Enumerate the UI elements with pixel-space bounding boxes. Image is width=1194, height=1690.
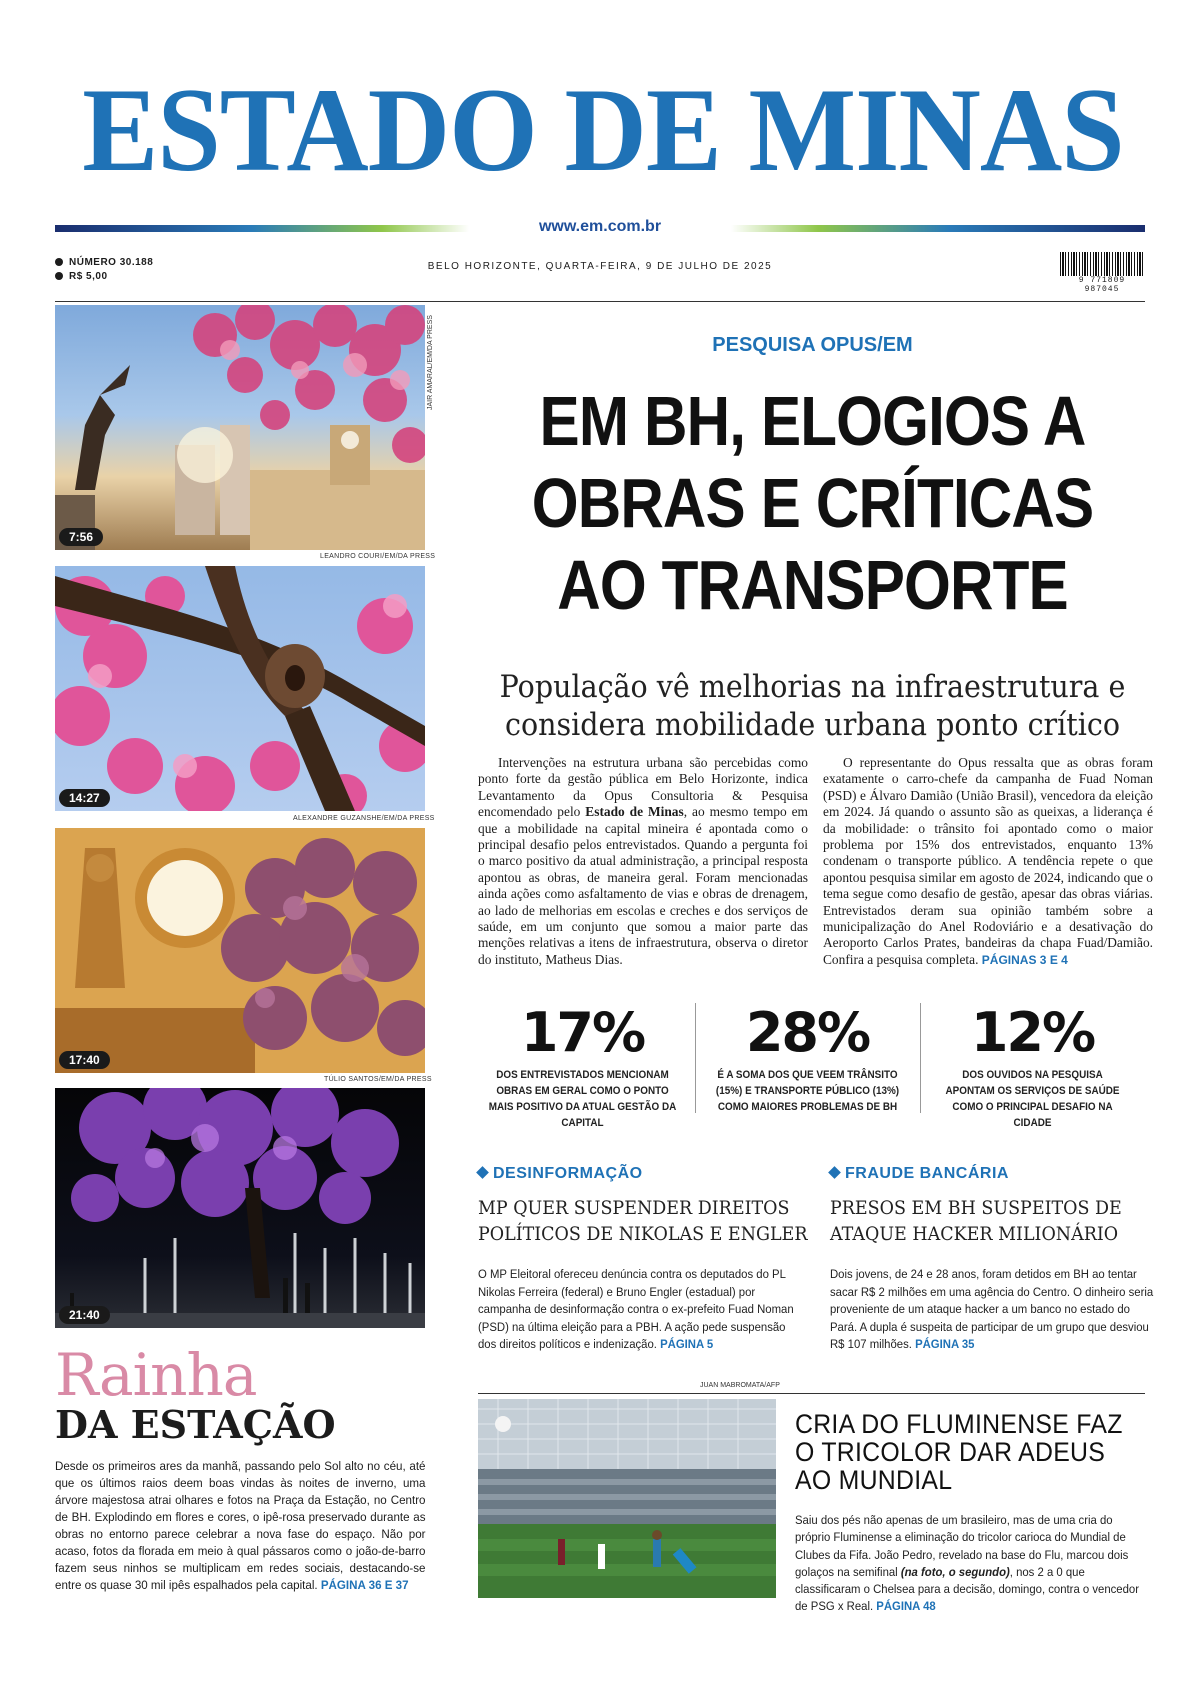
photo-night-illustration <box>55 1088 425 1328</box>
feature-body: Desde os primeiros ares da manhã, passando pelo Sol alto no céu, até que os últimos raios deem boas vindas às noites de inverno, uma árvore majestosa atrai olhares e fotos na Praça da Estação, no Centro de BH. Explodindo em flores e cores, o ipê-rosa preservado durante as obras no entorno parece celebrar a nova fase do espaço. Não por acaso, fotos da florada em meio à qual pássaros como o joão-de-barro fazem seus ninhos se multiplicam em redes sociais, destacando-se entre os quase 30 mil ipês espalhados pela capital. PÁGINA 36 E 37 <box>55 1459 426 1592</box>
sports-photo-illustration <box>478 1399 776 1598</box>
stat-value: 12% <box>970 1001 1095 1064</box>
dateline: BELO HORIZONTE, QUARTA-FEIRA, 9 DE JULHO DE 2025 <box>427 261 773 272</box>
stat-item <box>920 1003 1145 1131</box>
sports-headline[interactable]: CRIA DO FLUMINENSE FAZ O TRICOLOR DAR ADEUS AO MUNDIAL <box>795 1409 1123 1495</box>
masthead-url[interactable]: www.em.com.br <box>55 218 1145 236</box>
page-link[interactable]: PÁGINA 48 <box>876 1599 936 1614</box>
sports-photo[interactable] <box>478 1399 776 1598</box>
feature-title: Rainha <box>55 1341 257 1409</box>
barcode <box>1060 252 1144 294</box>
page-link[interactable]: PÁGINA 35 <box>915 1337 975 1351</box>
main-kicker: PESQUISA OPUS/EM <box>712 334 913 356</box>
fraude-body: Dois jovens, de 24 e 28 anos, foram detidos em BH ao tentar sacar R$ 2 milhões em uma agência do Centro. O dinheiro seria proveniente de um ataque hacker a um banco no estado do Pará. A dupla é suspeita de participar de um grupo que desviou R$ 107 milhões. PÁGINA 35 <box>830 1267 1154 1351</box>
photo-credit: ALEXANDRE GUZANSHE/EM/DA PRESS <box>293 815 435 822</box>
photo-credit: TÚLIO SANTOS/EM/DA PRESS <box>324 1076 432 1083</box>
stat-description: É A SOMA DOS QUE VEEM TRÂNSITO (15%) E TRANSPORTE PÚBLICO (13%) COMO MAIORES PROBLEMAS DE BH <box>715 1069 900 1113</box>
feature-subtitle: DA ESTAÇÃO <box>55 1402 336 1447</box>
photo-time-badge: 7:56 <box>59 528 103 546</box>
diamond-icon <box>828 1166 841 1179</box>
photo-credit: LEANDRO COURI/EM/DA PRESS <box>320 553 436 560</box>
page-link[interactable]: PÁGINA 5 <box>660 1337 714 1351</box>
photo-morning[interactable] <box>55 305 425 550</box>
sports-body: Saiu dos pés não apenas de um brasileiro, mas de uma cria do próprio Fluminense a eliminação do tricolor carioca do Mundial de Clubes da Fifa. João Pedro, revelado na base do Flu, marcou dois golaços na semifinal (na foto, o segundo), nos 2 a 0 que classificaram o Chelsea para a decisão, domingo, contra o vencedor de PSG x Real. PÁGINA 48 <box>795 1513 1139 1614</box>
main-body-col2: O representante do Opus ressalta que as obras foram exatamente o carro-chefe da campanha de Fuad Noman (PSD) e Álvaro Damião (União Brasil), vencedora da eleição em 2024. Já quando o assunto são as queixas, a liderança é da mobilidade: o trânsito foi apontado como o maior problema por 15% dos entrevistados, enquanto 13% condenam o transporte público. A tendência repete o que apontou pesquisa similar em agosto de 2024, indicando que o tema segue como desafio de gestão, apesar das obras viárias. Entrevistados deram sua opinião também sobre a municipalização do Anel Rodoviário e a desativação do Aeroporto Carlos Prates, bandeiras da chapa Fuad/Damião. Confira a pesquisa completa. PÁGINAS 3 E 4 <box>823 755 1153 967</box>
top-divider <box>55 301 1145 302</box>
section-tag-fraude: FRAUDE BANCÁRIA <box>830 1165 1009 1183</box>
bullet-icon <box>55 272 63 280</box>
main-deck: População vê melhorias na infraestrutura e considera mobilidade urbana ponto crítico <box>499 669 1126 743</box>
main-body-col1: Intervenções na estrutura urbana são percebidas como ponto forte da gestão pública em Belo Horizonte, indica Levantamento da Opus Consultoria & Pesquisa encomendado pelo Estado de Minas, ao mesmo tempo em que a mobilidade na capital mineira é apontada como o principal desafio pelos entrevistados. Quando a pergunta foi o marco positivo da atual administração, a principal resposta apontou as obras, de maneira geral. Foram mencionadas ainda ações como asfaltamento de vias e obras de drenagem, ao lado de melhorias em escolas e creches e dos serviços de saúde, em um conjunto que somou a maior parte das menções relativas a itens de infraestrutura, observa o diretor do instituto, Matheus Dias. <box>478 755 808 967</box>
issue-info <box>55 256 153 284</box>
barcode-number: 9 771809 987045 <box>1078 276 1126 294</box>
stats-row <box>470 1001 1145 1129</box>
stat-item <box>695 1003 920 1115</box>
diamond-icon <box>476 1166 489 1179</box>
section-tag-desinformacao: DESINFORMAÇÃO <box>478 1165 643 1183</box>
photo-afternoon-illustration <box>55 566 425 811</box>
page-link[interactable]: PÁGINA 36 E 37 <box>320 1578 409 1592</box>
main-headline[interactable]: EM BH, ELOGIOS A OBRAS E CRÍTICAS AO TRANSPORTE <box>531 382 1094 624</box>
desinformacao-headline[interactable]: MP QUER SUSPENDER DIREITOS POLÍTICOS DE NIKOLAS E ENGLER <box>478 1197 808 1245</box>
masthead <box>55 63 1145 235</box>
desinformacao-body: O MP Eleitoral ofereceu denúncia contra os deputados do PL Nikolas Ferreira (federal) e Bruno Engler (estadual) por campanha de desinformação contra o ex-prefeito Fuad Noman (PSD) na última eleição para a PBH. A ação pede suspensão dos direitos políticos e indenização. PÁGINA 5 <box>478 1267 794 1351</box>
photo-night[interactable] <box>55 1088 425 1328</box>
stat-value: 28% <box>745 1001 870 1064</box>
photo-morning-illustration <box>55 305 425 550</box>
issue-price: R$ 5,00 <box>69 271 108 282</box>
photo-time-badge: 14:27 <box>59 789 110 807</box>
photo-evening[interactable] <box>55 828 425 1073</box>
issue-number: NÚMERO 30.188 <box>69 257 154 268</box>
photo-time-badge: 21:40 <box>59 1306 110 1324</box>
page-link[interactable]: PÁGINAS 3 E 4 <box>981 952 1068 967</box>
fraude-headline[interactable]: PRESOS EM BH SUSPEITOS DE ATAQUE HACKER MILIONÁRIO <box>830 1197 1122 1245</box>
stat-description: DOS OUVIDOS NA PESQUISA APONTAM OS SERVIÇOS DE SAÚDE COMO O PRINCIPAL DESAFIO NA CIDADE <box>945 1069 1120 1129</box>
sports-divider <box>478 1393 1145 1394</box>
sports-photo-credit: JUAN MABROMATA/AFP <box>700 1382 780 1389</box>
masthead-title: ESTADO DE MINAS <box>82 63 1124 196</box>
photo-time-badge: 17:40 <box>59 1051 110 1069</box>
photo-afternoon[interactable] <box>55 566 425 811</box>
photo-evening-illustration <box>55 828 425 1073</box>
stat-item <box>470 1003 695 1131</box>
barcode-icon <box>1060 252 1144 276</box>
bullet-icon <box>55 258 63 266</box>
stat-value: 17% <box>520 1001 645 1064</box>
photo-credit-vertical: JAIR AMARAL/EM/DA PRESS <box>427 315 434 410</box>
stat-description: DOS ENTREVISTADOS MENCIONAM OBRAS EM GERAL COMO O PONTO MAIS POSITIVO DA ATUAL GESTÃO DA CAPITAL <box>488 1069 677 1129</box>
